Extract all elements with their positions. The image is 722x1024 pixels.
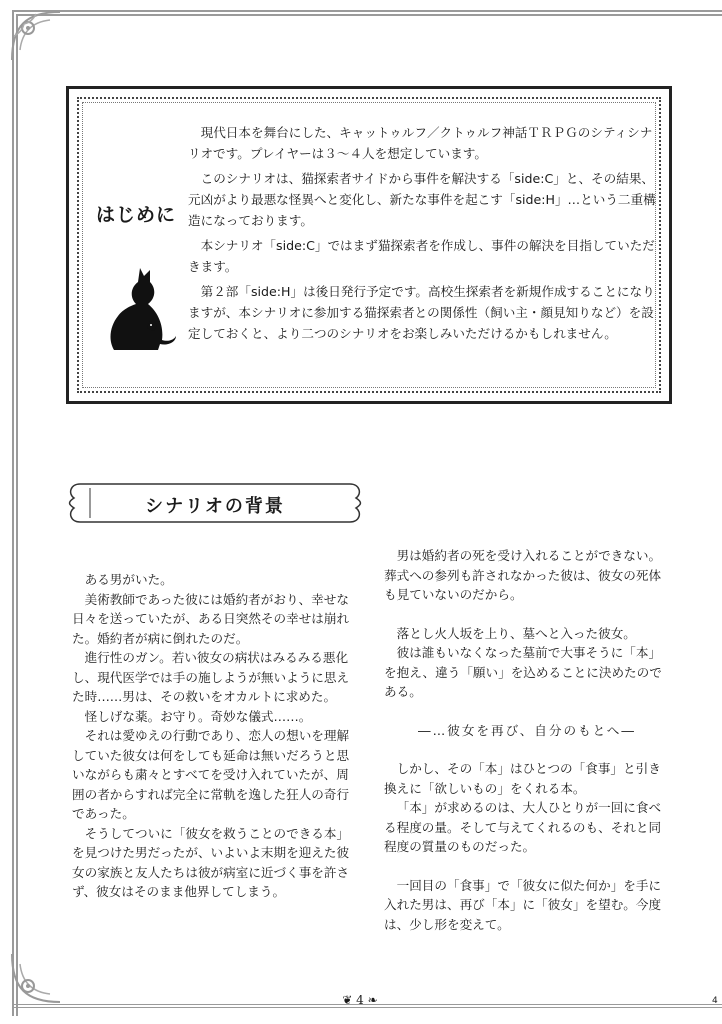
body-paragraph: 落とし火人坂を上り、墓へと入った彼女。 xyxy=(396,625,636,641)
left-column xyxy=(72,570,358,902)
body-paragraph: 彼は誰もいなくなった墓前で大事そうに「本」を抱え、違う「願い」を込めることに決めたのである。 xyxy=(384,645,662,699)
body-paragraph: それは愛ゆえの行動であり、恋人の想いを理解していた彼女は何をしても延命は無いだろうと思いながらも粛々とすべてを受け入れていたが、周囲の者からすれば完全に常軌を逸した狂人の奇行であった。 xyxy=(72,728,350,821)
edge-page-mark: 4 xyxy=(712,996,718,1006)
intro-paragraph: 現代日本を舞台にした、キャットゥルフ／クトゥルフ神話ＴＲＰＧのシティシナリオです。プレイヤーは３〜４人を想定しています。 xyxy=(188,125,653,161)
right-column xyxy=(384,546,670,934)
body-paragraph: そうしてついに「彼女を救うことのできる本」を見つけた男だったが、いよいよ末期を迎えた彼女の家族と友人たちは彼が病室に近づく事を許さず、彼女はそのまま他界してしまう。 xyxy=(72,825,350,899)
body-paragraph: 「本」が求めるのは、大人ひとりが一回に食べる程度の量。そして与えてくれるのも、それと同程度の質量のものだった。 xyxy=(384,800,662,854)
body-paragraph: ある男がいた。 xyxy=(84,572,173,587)
section-title: シナリオの背景 xyxy=(145,496,285,517)
body-paragraph: 怪しげな薬。お守り。奇妙な儀式……。 xyxy=(84,708,312,724)
corner-ornament-icon xyxy=(6,948,66,1008)
page-number-footer xyxy=(330,993,390,1007)
intro-paragraph: 第２部「side:H」は後日発行予定です。高校生探索者を新規作成することになりますが、本シナリオに参加する猫探索者との関係性（飼い主・顔見知りなど）を設定しておくと、より二つのシナリオをお楽しみいただけるかもしれません。 xyxy=(188,284,655,341)
ornament-right-icon: ❧ xyxy=(367,993,378,1007)
cat-silhouette-icon xyxy=(92,262,182,352)
intro-heading: はじめに xyxy=(96,204,177,226)
intro-paragraph: このシナリオは、猫探索者サイドから事件を解決する「side:C」と、その結果、元凶がより最悪な怪異へと変化し、新たな事件を起こす「side:H」…という二重構造になっております。 xyxy=(188,171,656,228)
body-paragraph: 一回目の「食事」で「彼女に似た何か」を手に入れた男は、再び「本」に「彼女」を望む。今度は、少し形を変えて。 xyxy=(384,877,662,932)
body-paragraph: 男は婚約者の死を受け入れることができない。葬式への参列も許されなかった彼は、彼女の死体も見ていないのだから。 xyxy=(384,548,662,602)
section-title-banner xyxy=(66,482,364,524)
quote-line: ―…彼女を再び、自分のもとへ― xyxy=(418,722,636,738)
corner-ornament-icon xyxy=(6,6,66,66)
ornament-left-icon: ❦ xyxy=(342,993,353,1007)
body-paragraph: 進行性のガン。若い彼女の病状はみるみる悪化し、現代医学では手の施しようが無いように思えた時……男は、その救いをオカルトに求めた。 xyxy=(72,650,350,704)
page-number: 4 xyxy=(356,993,364,1007)
body-paragraph: 美術教師であった彼には婚約者がおり、幸せな日々を送っていたが、ある日突然その幸せは崩れた。婚約者が病に倒れたのだ。 xyxy=(72,591,350,646)
intro-text xyxy=(188,122,660,348)
intro-paragraph: 本シナリオ「side:C」ではまず猫探索者を作成し、事件の解決を目指していただきます。 xyxy=(188,238,655,274)
body-paragraph: しかし、その「本」はひとつの「食事」と引き換えに「欲しいもの」をくれる本。 xyxy=(384,761,661,796)
